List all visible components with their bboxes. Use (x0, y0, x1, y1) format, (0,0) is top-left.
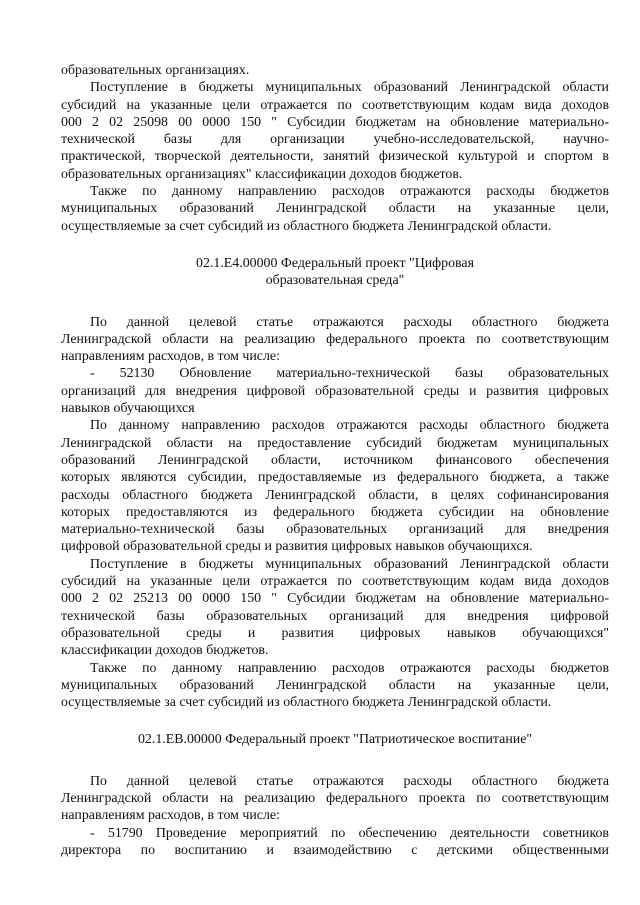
text-line: По данному направлению расходов отражаются расходы областного бюджета (90, 418, 609, 434)
text-line: Поступление в бюджеты муниципальных образований Ленинградской области (90, 80, 609, 96)
text-line: директора по воспитанию и взаимодействию с детскими общественными (61, 842, 609, 858)
text-line: которых предоставляются из федерального бюджета субсидии на обновление (61, 504, 609, 520)
text-line: материально-технической базы образовательных организаций для внедрения (61, 522, 609, 538)
text-line: субсидий на указанные цели отражается по соответствующим кодам вида доходов (61, 574, 609, 590)
text-line: технической базы для организации учебно-исследовательской, научно- (61, 132, 609, 148)
text-line: Ленинградской области на предоставление субсидий бюджетам муниципальных (61, 435, 609, 451)
text-line: Ленинградской области на реализацию федерального проекта по соответствующим (61, 790, 609, 806)
text-line: осуществляемые за счет субсидий из областного бюджета Ленинградской области. (61, 695, 552, 711)
text-line: направлениям расходов, в том числе: (61, 808, 280, 824)
paragraph-group-1 (61, 62, 609, 235)
text-line: образований Ленинградской области, источником финансового обеспечения (61, 452, 609, 468)
text-line: Поступление в бюджеты муниципальных образований Ленинградской области (90, 556, 609, 572)
text-line: осуществляемые за счет субсидий из областного бюджета Ленинградской области. (61, 218, 552, 234)
text-line: Ленинградской области на реализацию федерального проекта по соответствующим (61, 331, 609, 347)
text-line: практической, творческой деятельности, занятий физической культурой и спортом в (61, 149, 609, 165)
text-line: образовательных организациях" классификации доходов бюджетов. (61, 166, 463, 182)
text-line: организаций для внедрения цифровой образовательной среды и развития цифровых (61, 383, 609, 399)
text-line: 000 2 02 25098 00 0000 150 " Субсидии бюджетам на обновление материально- (61, 114, 609, 130)
text-line: которых являются субсидии, предоставляемые из федерального бюджета, а также (61, 470, 609, 486)
heading-line: 02.1.ЕВ.00000 Федеральный проект "Патриотическое воспитание" (137, 732, 533, 748)
document-page (61, 62, 609, 859)
text-line: По данной целевой статье отражаются расходы областного бюджета (90, 314, 609, 330)
section-heading-digital-environment (61, 255, 609, 290)
text-line: навыков обучающихся (61, 401, 195, 417)
text-line: муниципальных образований Ленинградской области на указанные цели, (61, 677, 609, 693)
text-line: направлениям расходов, в том числе: (61, 349, 280, 365)
text-line: - 51790 Проведение мероприятий по обеспечению деятельности советников (90, 825, 609, 841)
heading-line: образовательная среда" (265, 273, 405, 289)
heading-line: 02.1.Е4.00000 Федеральный проект "Цифровая (196, 255, 474, 271)
paragraph-group-2 (61, 314, 609, 712)
text-line: Также по данному направлению расходов отражаются расходы бюджетов (90, 660, 609, 676)
text-line: классификации доходов бюджетов. (61, 643, 269, 659)
text-line: образовательных организациях. (61, 63, 250, 78)
text-line: технической базы образовательных организаций для внедрения цифровой (61, 608, 609, 624)
section-heading-patriotic-education (61, 731, 609, 748)
text-line: Также по данному направлению расходов отражаются расходы бюджетов (90, 184, 609, 200)
text-line: По данной целевой статье отражаются расходы областного бюджета (90, 773, 609, 789)
text-line: субсидий на указанные цели отражается по соответствующим кодам вида доходов (61, 97, 609, 113)
text-line: - 52130 Обновление материально-технической базы образовательных (90, 366, 609, 382)
text-line: расходы областного бюджета Ленинградской области, в целях софинансирования (61, 487, 609, 503)
paragraph-group-3 (61, 773, 609, 859)
text-line: муниципальных образований Ленинградской области на указанные цели, (61, 201, 609, 217)
text-line: цифровой образовательной среды и развития цифровых навыков обучающихся. (61, 539, 533, 555)
text-line: образовательной среды и развития цифровых навыков обучающихся" (61, 625, 609, 641)
text-line: 000 2 02 25213 00 0000 150 " Субсидии бюджетам на обновление материально- (61, 591, 609, 607)
